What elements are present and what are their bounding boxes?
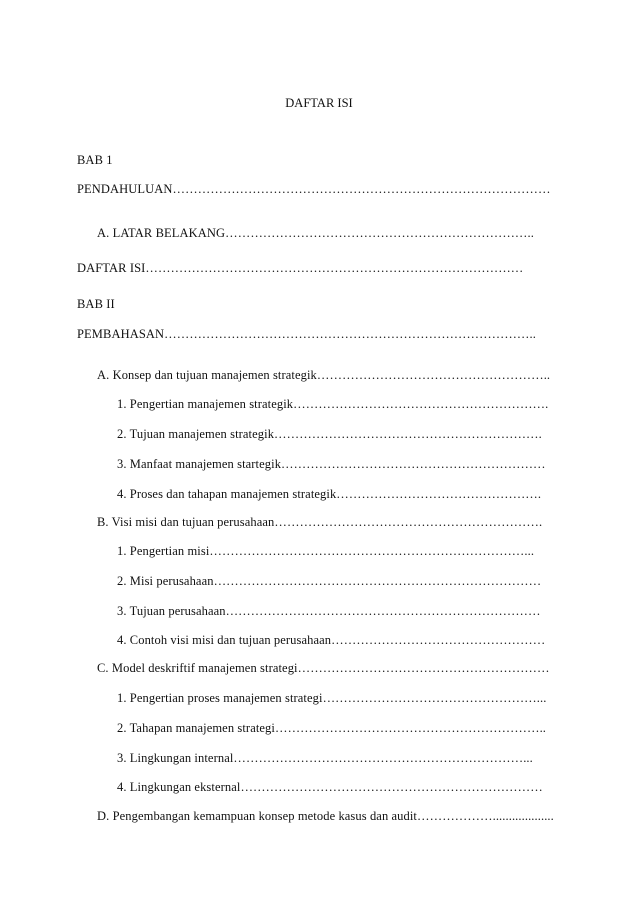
toc-entry-a4: 4. Proses dan tahapan manajemen strategik…………………………………………. [117,487,542,501]
toc-entry-b1: 1. Pengertian misi…………………………………………………………………... [117,544,535,558]
toc-entry-a1: 1. Pengertian manajemen strategik……………………………………………………. [117,397,549,411]
toc-entry-pendahuluan: PENDAHULUAN……………………………………………………………………………… [77,182,551,196]
toc-entry-c3: 3. Lingkungan internal……………………………………………………………... [117,751,533,765]
toc-entry-a2: 2. Tujuan manajemen strategik………………………………………………………. [117,427,542,441]
toc-entry-a3: 3. Manfaat manajemen startegik……………………………………………………… [117,457,546,471]
toc-entry-b: B. Visi misi dan tujuan perusahaan………………………………………………………. [97,515,543,529]
page-title: DAFTAR ISI [285,96,353,110]
toc-entry-c1: 1. Pengertian proses manajemen strategi……………………………………………... [117,691,547,705]
toc-heading-bab-2: BAB II [77,297,115,311]
toc-entry-b2: 2. Misi perusahaan…………………………………………………………………… [117,574,542,588]
toc-entry-b3: 3. Tujuan perusahaan………………………………………………………………… [117,604,541,618]
toc-entry-daftar-isi: DAFTAR ISI……………………………………………………………………………… [77,261,524,275]
toc-heading-bab-1: BAB 1 [77,153,113,167]
toc-entry-b4: 4. Contoh visi misi dan tujuan perusahaan…………………………………………… [117,633,546,647]
toc-entry-d: D. Pengembangan kemampuan konsep metode kasus dan audit………………................... [97,809,554,823]
toc-entry-c4: 4. Lingkungan eksternal……………………………………………………………… [117,780,543,794]
toc-entry-a: A. Konsep dan tujuan manajemen strategik……………………………………………….. [97,368,551,382]
toc-entry-pembahasan: PEMBAHASAN…………………………………………………………………………….. [77,327,536,341]
toc-entry-latar-belakang: A. LATAR BELAKANG……………………………………………………………….. [97,226,534,240]
toc-entry-c2: 2. Tahapan manajemen strategi……………………………………………………….. [117,721,547,735]
toc-entry-c: C. Model deskriftif manajemen strategi…………………………………………………… [97,661,550,675]
